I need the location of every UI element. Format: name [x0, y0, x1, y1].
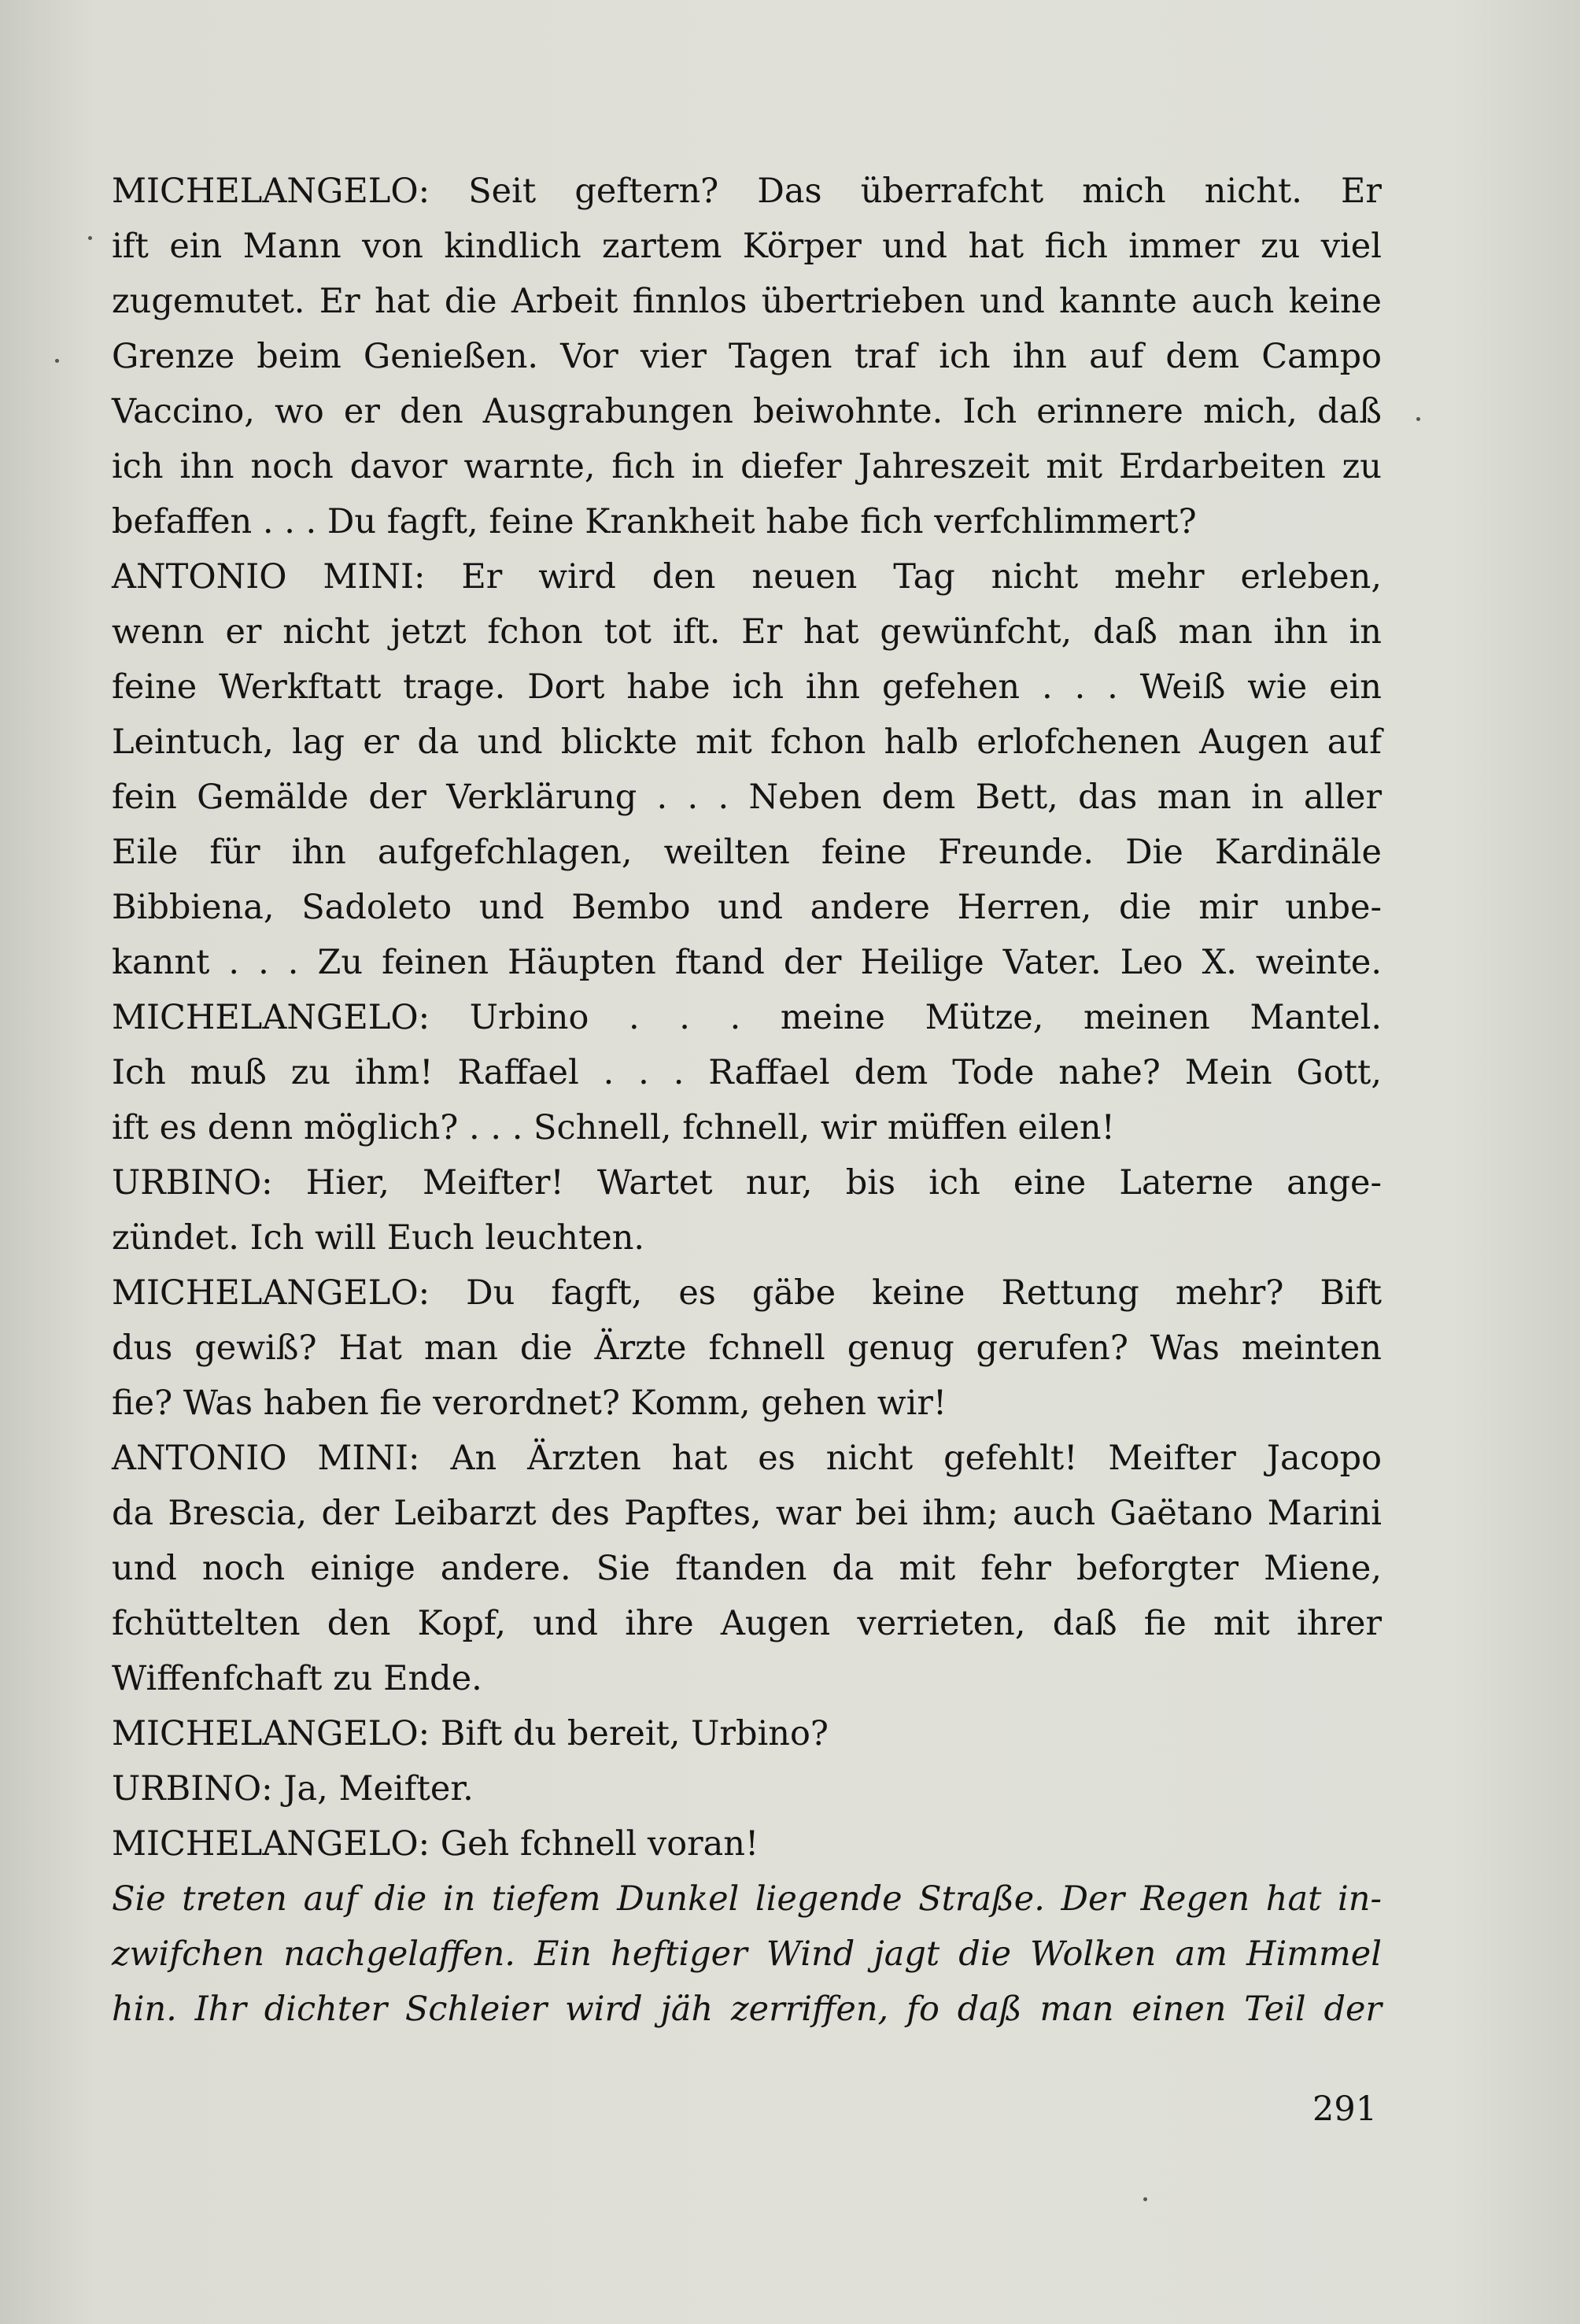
body-text — [112, 164, 1382, 2037]
text-line: befaffen . . . Du fagft, feine Krankheit habe fich verfchlimmert? — [112, 502, 1197, 541]
stage-direction-line: Sie treten auf die in tiefem Dunkel liegende Straße. Der Regen hat in- — [112, 1879, 1382, 1919]
text-line: feine Werkftatt trage. Dort habe ich ihn gefehen . . . Weiß wie ein — [112, 667, 1382, 707]
text-line: ift ein Mann von kindlich zartem Körper und hat fich immer zu viel — [112, 227, 1382, 266]
text-line: URBINO: Ja, Meifter. — [112, 1769, 474, 1809]
text-line: MICHELANGELO: Bift du bereit, Urbino? — [112, 1714, 829, 1753]
ink-speck — [88, 236, 92, 240]
text-line: fie? Was haben fie verordnet? Komm, gehen wir! — [112, 1384, 947, 1423]
text-line: ift es denn möglich? . . . Schnell, fchnell, wir müffen eilen! — [112, 1108, 1115, 1147]
ink-speck — [1416, 417, 1420, 421]
text-line: wenn er nicht jetzt fchon tot ift. Er hat gewünfcht, daß man ihn in — [112, 612, 1382, 652]
text-line: da Brescia, der Leibarzt des Papftes, war bei ihm; auch Gaëtano Marini — [112, 1494, 1382, 1533]
text-line: und noch einige andere. Sie ftanden da mit fehr beforgter Miene, — [112, 1549, 1382, 1588]
ink-speck — [1143, 2197, 1147, 2201]
text-line: MICHELANGELO: Du fagft, es gäbe keine Rettung mehr? Bift — [112, 1273, 1382, 1313]
text-line: ich ihn noch davor warnte, fich in diefer Jahreszeit mit Erdarbeiten zu — [112, 447, 1382, 486]
text-line: Wiffenfchaft zu Ende. — [112, 1659, 482, 1698]
text-line: URBINO: Hier, Meifter! Wartet nur, bis ich eine Laterne ange- — [112, 1163, 1382, 1203]
text-line: kannt . . . Zu feinen Häupten ftand der Heilige Vater. Leo X. weinte. — [112, 943, 1382, 982]
stage-direction-line: hin. Ihr dichter Schleier wird jäh zerriffen, fo daß man einen Teil der — [112, 1990, 1382, 2029]
stage-direction-line: zwifchen nachgelaffen. Ein heftiger Wind jagt die Wolken am Himmel — [112, 1934, 1382, 1974]
text-line: ANTONIO MINI: An Ärzten hat es nicht gefehlt! Meifter Jacopo — [112, 1439, 1382, 1478]
text-line: ANTONIO MINI: Er wird den neuen Tag nicht mehr erleben, — [112, 557, 1382, 597]
ink-speck — [55, 359, 59, 363]
text-line: Eile für ihn aufgefchlagen, weilten feine Freunde. Die Kardinäle — [112, 833, 1382, 872]
text-line: dus gewiß? Hat man die Ärzte fchnell genug gerufen? Was meinten — [112, 1328, 1382, 1368]
text-line: MICHELANGELO: Urbino . . . meine Mütze, meinen Mantel. — [112, 998, 1382, 1037]
text-line: fein Gemälde der Verklärung . . . Neben dem Bett, das man in aller — [112, 778, 1382, 817]
text-line: Vaccino, wo er den Ausgrabungen beiwohnte. Ich erinnere mich, daß — [112, 392, 1382, 431]
page-number: 291 — [1312, 2089, 1378, 2129]
text-line: zündet. Ich will Euch leuchten. — [112, 1218, 645, 1258]
text-line: zugemutet. Er hat die Arbeit finnlos übertrieben und kannte auch keine — [112, 282, 1382, 321]
text-line: fchüttelten den Kopf, und ihre Augen verrieten, daß fie mit ihrer — [112, 1604, 1382, 1643]
text-line: MICHELANGELO: Seit geftern? Das überrafcht mich nicht. Er — [112, 172, 1382, 211]
text-line: Ich muß zu ihm! Raffael . . . Raffael dem Tode nahe? Mein Gott, — [112, 1053, 1382, 1092]
text-line: Grenze beim Genießen. Vor vier Tagen traf ich ihn auf dem Campo — [112, 337, 1382, 376]
text-line: Bibbiena, Sadoleto und Bembo und andere Herren, die mir unbe- — [112, 888, 1382, 927]
text-line: MICHELANGELO: Geh fchnell voran! — [112, 1824, 759, 1864]
text-line: Leintuch, lag er da und blickte mit fchon halb erlofchenen Augen auf — [112, 722, 1382, 762]
